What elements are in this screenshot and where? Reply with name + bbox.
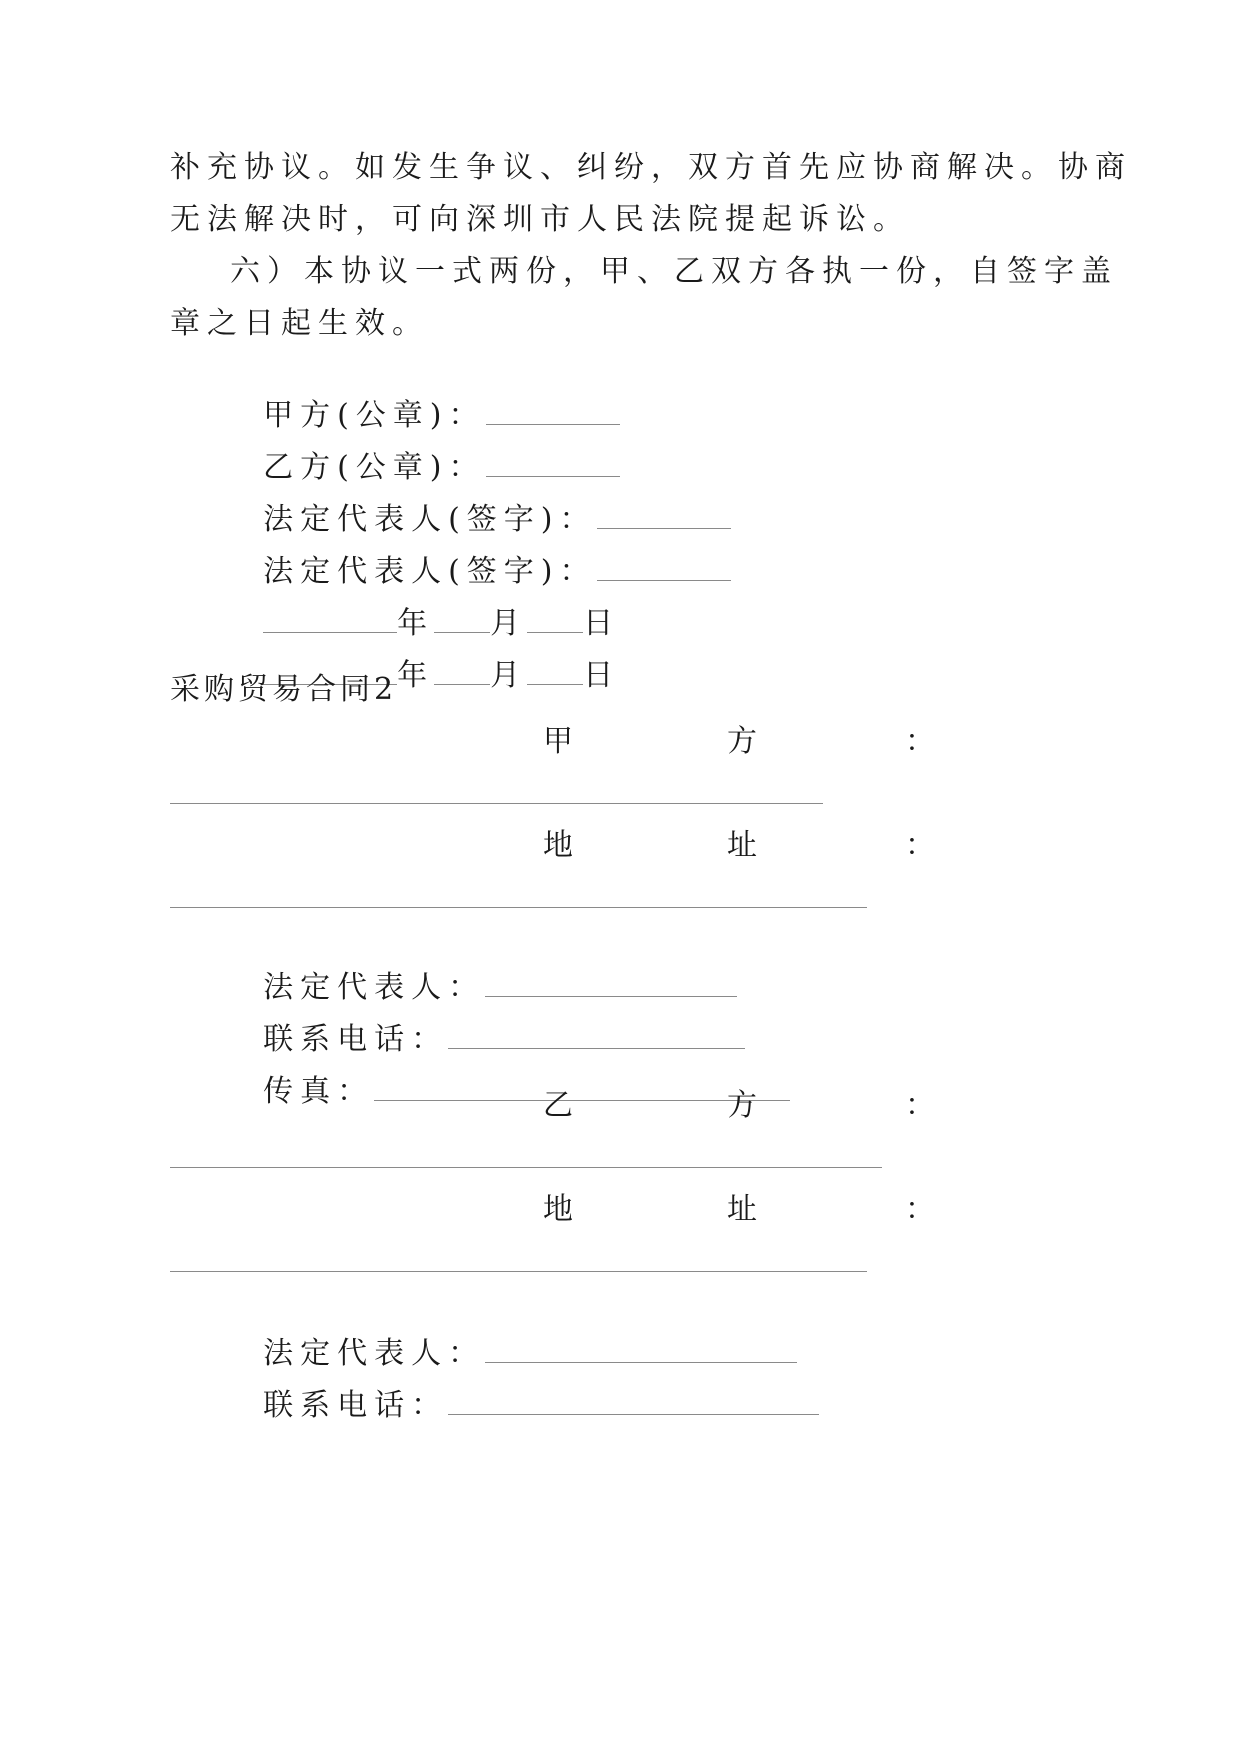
- party-a-label-char1: 甲: [543, 724, 573, 759]
- party-b-name-blank: [170, 1167, 882, 1168]
- month-blank: [434, 656, 490, 685]
- clause-text-line: 补充协议。如发生争议、纠纷，双方首先应协商解决。协商: [170, 150, 1132, 185]
- party-b-address-colon: ：: [905, 1192, 935, 1227]
- clause-six-line: 章之日起生效。: [170, 306, 429, 341]
- party-a-address-char1: 地: [543, 828, 573, 863]
- party-a-name-blank: [170, 803, 823, 804]
- party-b-label-char1: 乙: [543, 1088, 573, 1123]
- month-label: 月: [490, 606, 528, 641]
- party-b-colon: ：: [905, 1088, 935, 1123]
- party-b-address-blank: [170, 1271, 867, 1272]
- party-b-address-char2: 址: [727, 1192, 757, 1227]
- clause-six-line: 六）本协议一式两份，甲、乙双方各执一份，自签字盖: [230, 254, 1118, 289]
- year-label: 年: [397, 606, 435, 641]
- day-label: 日: [583, 606, 621, 641]
- party-a-address-blank: [170, 907, 867, 908]
- party-a-label-char2: 方: [727, 724, 757, 759]
- day-blank: [527, 656, 583, 685]
- party-a-phone-label: 联系电话：: [263, 1022, 449, 1057]
- year-label: 年: [397, 658, 435, 693]
- month-label: 月: [490, 658, 528, 693]
- party-b-label-char2: 方: [727, 1088, 757, 1123]
- party-a-address-colon: ：: [905, 828, 935, 863]
- party-a-seal-label: 甲方(公章)：: [263, 398, 486, 433]
- party-a-rep-label: 法定代表人：: [263, 970, 486, 1005]
- rep-sign-label: 法定代表人(签字)：: [263, 554, 597, 589]
- party-b-seal-label: 乙方(公章)：: [263, 450, 486, 485]
- party-b-phone-label: 联系电话：: [263, 1388, 449, 1423]
- party-a-fax-label: 传真：: [263, 1074, 375, 1109]
- party-b-phone-row: [230, 1346, 819, 1426]
- party-a-colon: ：: [905, 724, 935, 759]
- rep-sign-label: 法定代表人(签字)：: [263, 502, 597, 537]
- party-b-rep-label: 法定代表人：: [263, 1336, 486, 1371]
- clause-text-line: 无法解决时，可向深圳市人民法院提起诉讼。: [170, 202, 910, 237]
- contract-title: 采购贸易合同2: [170, 672, 398, 707]
- party-b-phone-blank: [448, 1386, 819, 1415]
- party-a-fax-row: [230, 1032, 790, 1112]
- party-a-address-char2: 址: [727, 828, 757, 863]
- day-label: 日: [583, 658, 621, 693]
- party-b-address-char1: 地: [543, 1192, 573, 1227]
